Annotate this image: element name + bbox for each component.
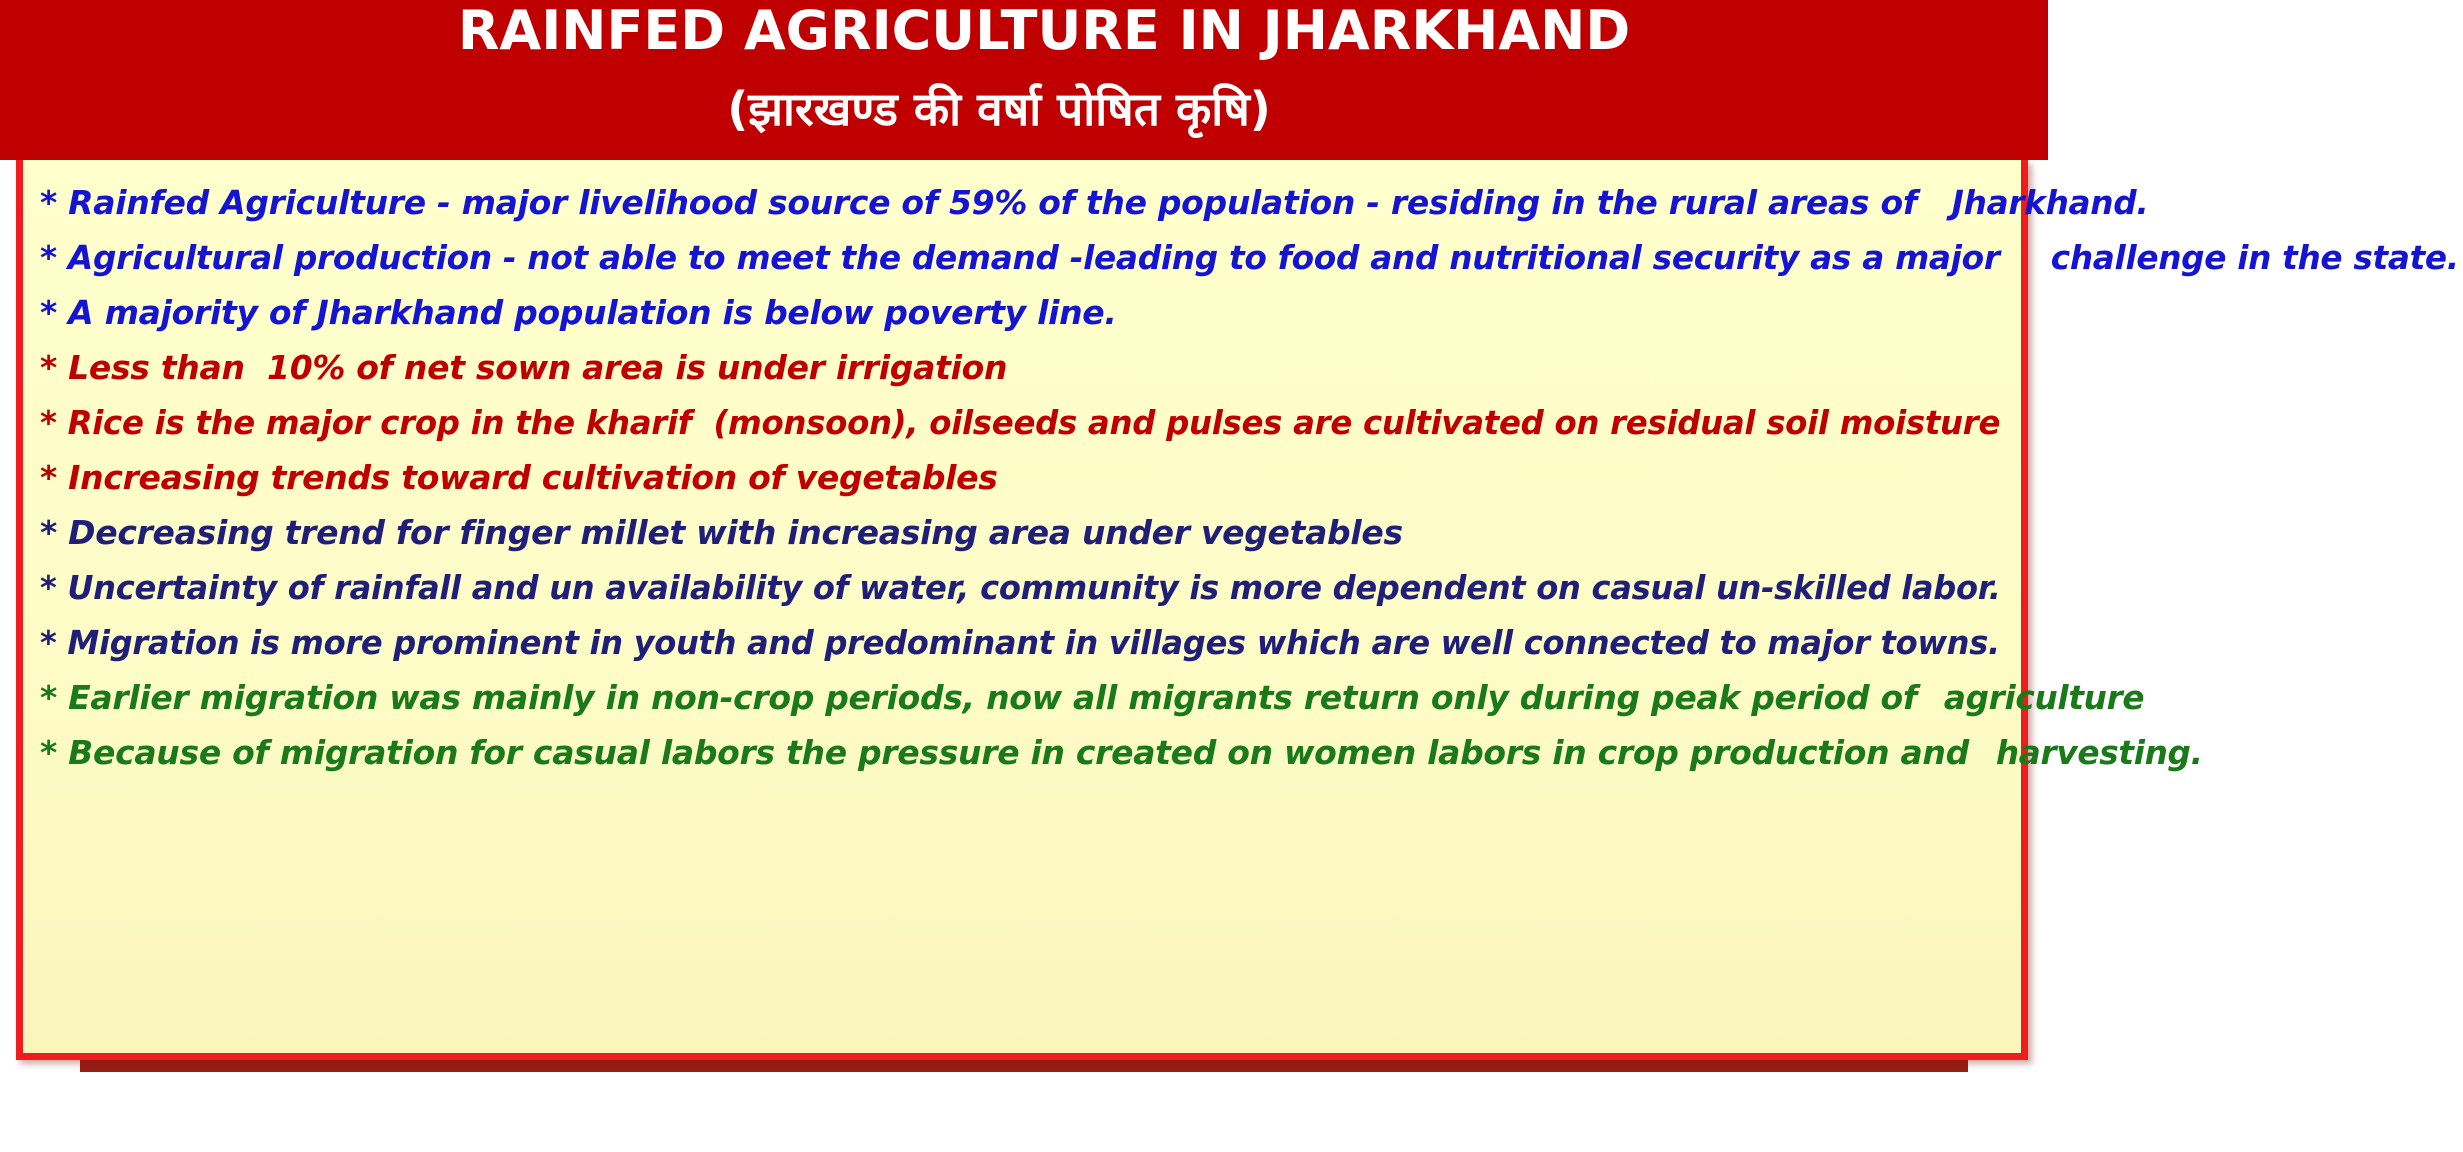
bullet-text: * A majority of Jharkhand population is below poverty line.	[40, 293, 1117, 332]
bullet-item	[40, 615, 2020, 670]
bullet-continuation: agriculture	[1943, 678, 2145, 717]
bullet-text: * Rainfed Agriculture - major livelihood source of 59% of the population - residing in the rural areas of	[40, 183, 1917, 222]
bullet-list	[40, 175, 2459, 780]
bullet-text: * Migration is more prominent in youth and predominant in villages which are well connected to major towns.	[40, 623, 2000, 662]
content-box-shadow	[80, 1058, 1968, 1072]
bullet-text: * Uncertainty of rainfall and un availability of water, community is more dependent on casual un-skilled labor.	[40, 568, 2001, 607]
bullet-item	[40, 175, 2149, 230]
bullet-continuation: harvesting.	[1995, 733, 2203, 772]
bullet-item	[40, 505, 2020, 560]
bullet-item	[40, 450, 2020, 505]
bullet-item	[40, 395, 2020, 450]
bullet-item	[40, 725, 2203, 780]
slide-subtitle-hindi: (झारखण्ड की वर्षा पोषित कृषि)	[727, 82, 1271, 136]
bullet-item	[40, 285, 2020, 340]
bullet-item	[40, 560, 2020, 615]
slide-title: RAINFED AGRICULTURE IN JHARKHAND	[457, 0, 1631, 62]
bullet-continuation: Jharkhand.	[1951, 183, 2149, 222]
bullet-text: * Agricultural production - not able to meet the demand -leading to food and nutritional security as a major	[40, 238, 2000, 277]
bullet-item	[40, 670, 2145, 725]
bullet-item	[40, 230, 2459, 285]
title-banner	[0, 0, 2048, 160]
bullet-text: * Decreasing trend for finger millet with increasing area under vegetables	[40, 513, 1403, 552]
bullet-text: * Earlier migration was mainly in non-crop periods, now all migrants return only during peak period of	[40, 678, 1917, 717]
bullet-text: * Rice is the major crop in the kharif (monsoon), oilseeds and pulses are cultivated on residual soil moisture	[40, 403, 2001, 442]
bullet-item	[40, 340, 2020, 395]
bullet-text: * Increasing trends toward cultivation of vegetables	[40, 458, 998, 497]
bullet-continuation: challenge in the state.	[2050, 238, 2459, 277]
bullet-text: * Less than 10% of net sown area is under irrigation	[40, 348, 1008, 387]
bullet-text: * Because of migration for casual labors the pressure in created on women labors in crop production and	[40, 733, 1969, 772]
